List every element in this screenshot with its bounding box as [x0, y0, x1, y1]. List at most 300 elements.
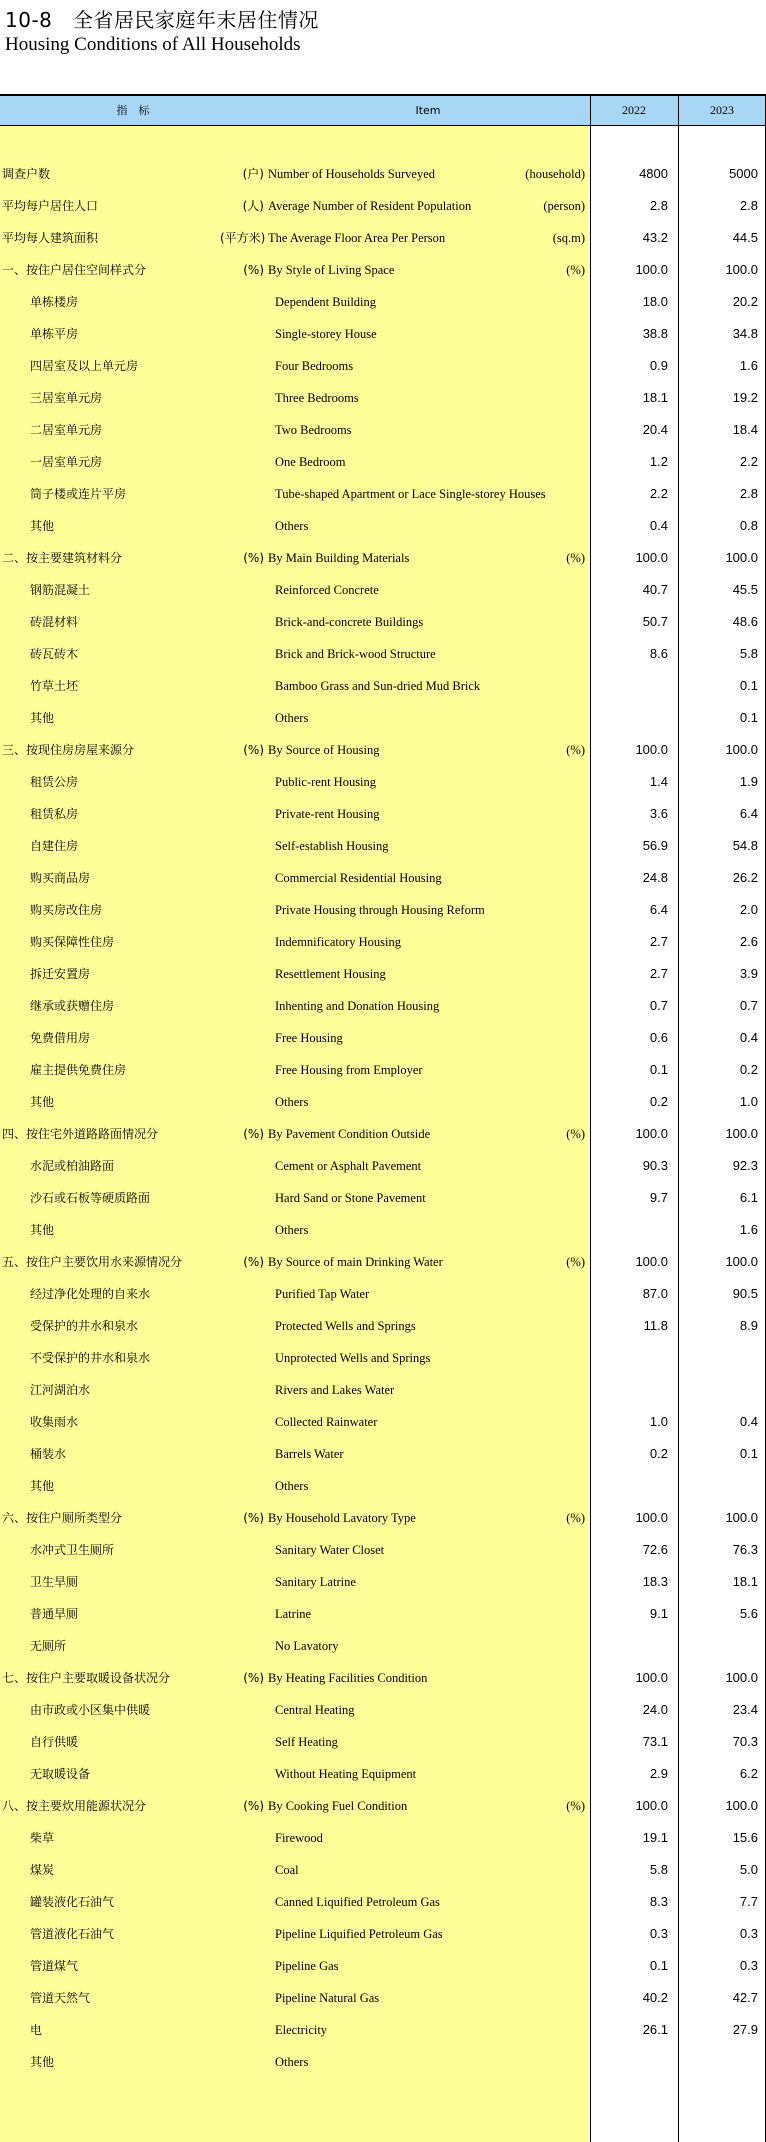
value-2022: 9.7 — [649, 1190, 668, 1205]
value-2023: 19.2 — [732, 390, 758, 405]
value-2022: 56.9 — [642, 838, 668, 853]
row-unit-cn: (平方米) — [220, 231, 266, 245]
row-label-en: Bamboo Grass and Sun-dried Mud Brick — [275, 679, 481, 693]
value-2023: 2.0 — [739, 902, 758, 917]
row-label-cn: 不受保护的井水和泉水 — [30, 1351, 151, 1365]
value-2023: 6.2 — [739, 1766, 758, 1781]
value-2022: 100.0 — [635, 742, 668, 757]
row-label-en: Others — [275, 2055, 309, 2069]
value-2023: 5.8 — [739, 646, 758, 661]
value-2022: 40.2 — [642, 1990, 668, 2005]
table-row — [0, 190, 766, 222]
row-label-cn: 煤炭 — [30, 1863, 55, 1877]
value-2022: 0.1 — [649, 1958, 668, 1973]
row-label-en: Two Bedrooms — [275, 423, 352, 437]
row-label-en: Tube-shaped Apartment or Lace Single-storey Houses — [275, 487, 546, 501]
row-label-en: The Average Floor Area Per Person — [268, 231, 446, 245]
value-2023: 26.2 — [732, 870, 758, 885]
value-2022: 87.0 — [642, 1286, 668, 1301]
row-label-en: Canned Liquified Petroleum Gas — [275, 1895, 440, 1909]
value-2023: 100.0 — [725, 550, 758, 565]
value-2023: 76.3 — [732, 1542, 758, 1557]
value-2022: 2.8 — [649, 198, 668, 213]
table-row — [0, 1886, 766, 1918]
row-unit-cn: (户) — [242, 167, 264, 181]
row-label-en: Dependent Building — [275, 295, 377, 309]
row-label-cn: 卫生旱厕 — [30, 1575, 79, 1589]
value-2022: 100.0 — [635, 1254, 668, 1269]
row-unit-en: (sq.m) — [552, 231, 585, 245]
table-title-en: Housing Conditions of All Households — [5, 34, 301, 55]
value-2023: 70.3 — [732, 1734, 758, 1749]
row-label-cn: 购买商品房 — [30, 871, 91, 885]
table-row — [0, 2046, 766, 2078]
row-label-cn: 二、按主要建筑材料分 — [2, 551, 123, 565]
table-row — [0, 318, 766, 350]
row-unit-en: (%) — [566, 1799, 585, 1813]
row-label-en: Brick and Brick-wood Structure — [275, 647, 436, 661]
row-label-cn: 其他 — [30, 1223, 55, 1237]
value-2022: 100.0 — [635, 1670, 668, 1685]
value-2023: 3.9 — [739, 966, 758, 981]
row-unit-en: (%) — [566, 743, 585, 757]
table-title-text: 全省居民家庭年末居住情况 — [72, 8, 319, 32]
table-row — [0, 830, 766, 862]
row-label-en: Others — [275, 519, 309, 533]
table-row — [0, 766, 766, 798]
value-2022: 0.2 — [649, 1094, 668, 1109]
row-unit-en: (%) — [566, 1255, 585, 1269]
value-2023: 7.7 — [739, 1894, 758, 1909]
value-2023: 1.0 — [739, 1094, 758, 1109]
row-label-cn: 桶装水 — [30, 1447, 67, 1461]
row-label-cn: 收集雨水 — [30, 1415, 79, 1429]
value-2023: 100.0 — [725, 742, 758, 757]
row-label-en: Unprotected Wells and Springs — [275, 1351, 431, 1365]
row-label-en: By Source of Housing — [268, 743, 380, 757]
table-row — [0, 1022, 766, 1054]
value-2022: 11.8 — [643, 1318, 668, 1333]
row-label-en: Barrels Water — [275, 1447, 344, 1461]
row-label-cn: 砖瓦砖木 — [30, 647, 79, 661]
row-label-cn: 一居室单元房 — [30, 455, 103, 469]
value-2023: 92.3 — [732, 1158, 758, 1173]
row-label-en: Inhenting and Donation Housing — [275, 999, 440, 1013]
value-2022: 0.4 — [649, 518, 668, 533]
value-2022: 18.0 — [642, 294, 668, 309]
table-row — [0, 894, 766, 926]
table-row — [0, 478, 766, 510]
value-2023: 0.3 — [739, 1958, 758, 1973]
table-row — [0, 1630, 766, 1662]
row-label-en: Firewood — [275, 1831, 323, 1845]
table-row — [0, 286, 766, 318]
row-label-en: Others — [275, 1095, 309, 1109]
value-2022: 20.4 — [642, 422, 668, 437]
row-label-cn: 一、按住户居住空间样式分 — [2, 263, 147, 277]
row-label-cn: 拆迁安置房 — [30, 967, 91, 981]
value-2022: 1.2 — [649, 454, 668, 469]
row-label-cn: 罐装液化石油气 — [30, 1895, 115, 1909]
row-unit-cn: (%) — [243, 1255, 264, 1269]
value-2022: 0.2 — [649, 1446, 668, 1461]
value-2022: 9.1 — [649, 1606, 668, 1621]
row-unit-cn: (%) — [243, 263, 264, 277]
row-label-en: Brick-and-concrete Buildings — [275, 615, 424, 629]
value-2022: 0.9 — [649, 358, 668, 373]
row-label-cn: 六、按住户厕所类型分 — [2, 1511, 123, 1525]
row-label-en: By Source of main Drinking Water — [268, 1255, 443, 1269]
value-2023: 20.2 — [732, 294, 758, 309]
value-2023: 0.4 — [739, 1030, 758, 1045]
row-label-cn: 其他 — [30, 1479, 55, 1493]
value-2022: 24.8 — [642, 870, 668, 885]
value-2022: 100.0 — [635, 550, 668, 565]
value-2023: 100.0 — [725, 1254, 758, 1269]
row-label-en: Pipeline Liquified Petroleum Gas — [275, 1927, 443, 1941]
row-label-en: By Pavement Condition Outside — [268, 1127, 431, 1141]
row-label-en: Sanitary Water Closet — [275, 1543, 385, 1557]
value-2023: 100.0 — [725, 1126, 758, 1141]
table-row — [0, 670, 766, 702]
value-2022: 100.0 — [635, 1510, 668, 1525]
value-2023: 6.1 — [739, 1190, 758, 1205]
value-2023: 0.3 — [739, 1926, 758, 1941]
row-label-en: Others — [275, 1479, 309, 1493]
row-label-cn: 五、按住户主要饮用水来源情况分 — [2, 1255, 183, 1269]
row-label-en: Central Heating — [275, 1703, 355, 1717]
table-row — [0, 1118, 766, 1150]
row-label-en: By Cooking Fuel Condition — [268, 1799, 408, 1813]
row-unit-cn: (%) — [243, 743, 264, 757]
value-2022: 90.3 — [642, 1158, 668, 1173]
row-label-en: Latrine — [275, 1607, 312, 1621]
table-row — [0, 1182, 766, 1214]
table-row — [0, 382, 766, 414]
value-2022: 0.7 — [649, 998, 668, 1013]
row-label-en: Commercial Residential Housing — [275, 871, 442, 885]
value-2022: 8.3 — [649, 1894, 668, 1909]
row-label-cn: 七、按住户主要取暖设备状况分 — [2, 1671, 171, 1685]
header-year-2023: 2023 — [710, 103, 734, 117]
row-unit-en: (%) — [566, 1127, 585, 1141]
table-row — [0, 1278, 766, 1310]
value-2022: 50.7 — [642, 614, 668, 629]
value-2023: 0.7 — [739, 998, 758, 1013]
table-row — [0, 1822, 766, 1854]
value-2023: 1.6 — [739, 1222, 758, 1237]
row-label-cn: 由市政或小区集中供暖 — [30, 1703, 151, 1717]
row-label-cn: 三居室单元房 — [30, 391, 103, 405]
value-2022: 2.9 — [649, 1766, 668, 1781]
table-row — [0, 350, 766, 382]
table-row — [0, 1790, 766, 1822]
data-table — [0, 94, 766, 2142]
value-2023: 0.8 — [739, 518, 758, 533]
value-2023: 5000 — [729, 166, 758, 181]
row-unit-cn: (%) — [243, 551, 264, 565]
value-2023: 2.6 — [739, 934, 758, 949]
value-2023: 8.9 — [739, 1318, 758, 1333]
value-2023: 100.0 — [725, 1670, 758, 1685]
row-label-cn: 无取暖设备 — [30, 1767, 91, 1781]
row-label-en: Collected Rainwater — [275, 1415, 378, 1429]
row-unit-en: (household) — [525, 167, 585, 181]
value-2022: 8.6 — [649, 646, 668, 661]
table-row — [0, 1086, 766, 1118]
row-label-en: Reinforced Concrete — [275, 583, 379, 597]
value-2023: 100.0 — [725, 1798, 758, 1813]
value-2023: 100.0 — [725, 262, 758, 277]
row-label-cn: 筒子楼或连片平房 — [30, 487, 127, 501]
table-row — [0, 798, 766, 830]
row-unit-cn: (%) — [243, 1511, 264, 1525]
row-label-cn: 雇主提供免费住房 — [30, 1063, 127, 1077]
row-label-cn: 水泥或柏油路面 — [30, 1159, 115, 1173]
value-2022: 100.0 — [635, 262, 668, 277]
table-row — [0, 1694, 766, 1726]
row-label-en: Cement or Asphalt Pavement — [275, 1159, 422, 1173]
table-number: 10-8 — [5, 8, 53, 32]
value-2022: 2.2 — [649, 486, 668, 501]
value-2022: 18.3 — [642, 1574, 668, 1589]
value-2022: 0.1 — [649, 1062, 668, 1077]
value-2022: 3.6 — [649, 806, 668, 821]
table-row — [0, 158, 766, 190]
table-row — [0, 990, 766, 1022]
row-label-en: Single-storey House — [275, 327, 377, 341]
row-unit-cn: (%) — [243, 1671, 264, 1685]
table-row — [0, 1726, 766, 1758]
table-row — [0, 542, 766, 574]
value-2023: 2.8 — [739, 486, 758, 501]
value-2023: 0.4 — [739, 1414, 758, 1429]
row-label-cn: 八、按主要炊用能源状况分 — [2, 1799, 147, 1813]
row-label-cn: 砖混材料 — [30, 615, 79, 629]
row-label-en: Protected Wells and Springs — [275, 1319, 416, 1333]
table-row — [0, 1406, 766, 1438]
table-row — [0, 1342, 766, 1374]
row-label-en: Private Housing through Housing Reform — [275, 903, 485, 917]
row-label-en: Hard Sand or Stone Pavement — [275, 1191, 426, 1205]
table-title-cn — [5, 4, 319, 33]
row-label-cn: 自建住房 — [30, 839, 79, 853]
value-2022: 43.2 — [642, 230, 668, 245]
header-year-2022: 2022 — [622, 103, 646, 117]
table-row — [0, 1246, 766, 1278]
row-label-en: Three Bedrooms — [275, 391, 359, 405]
row-label-en: Four Bedrooms — [275, 359, 354, 373]
value-2022: 1.4 — [649, 774, 668, 789]
table-row — [0, 958, 766, 990]
value-2023: 5.0 — [739, 1862, 758, 1877]
row-label-cn: 无厕所 — [30, 1639, 67, 1653]
row-label-en: Purified Tap Water — [275, 1287, 370, 1301]
table-row — [0, 510, 766, 542]
value-2023: 27.9 — [732, 2022, 758, 2037]
value-2022: 1.0 — [649, 1414, 668, 1429]
value-2023: 0.1 — [739, 678, 758, 693]
row-label-en: Rivers and Lakes Water — [275, 1383, 395, 1397]
row-label-en: Resettlement Housing — [275, 967, 386, 981]
row-label-en: No Lavatory — [275, 1639, 339, 1653]
row-label-en: Self Heating — [275, 1735, 338, 1749]
value-2023: 48.6 — [732, 614, 758, 629]
row-label-en: Others — [275, 711, 309, 725]
row-label-cn: 管道液化石油气 — [30, 1927, 115, 1941]
row-label-en: Sanitary Latrine — [275, 1575, 356, 1589]
row-label-cn: 二居室单元房 — [30, 423, 103, 437]
row-label-cn: 柴草 — [30, 1831, 55, 1845]
row-label-cn: 电 — [30, 2023, 43, 2037]
table-row — [0, 638, 766, 670]
value-2023: 15.6 — [732, 1830, 758, 1845]
row-unit-en: (%) — [566, 551, 585, 565]
value-2023: 18.4 — [732, 422, 758, 437]
row-label-en: Indemnificatory Housing — [275, 935, 402, 949]
row-label-en: Pipeline Gas — [275, 1959, 339, 1973]
row-label-cn: 四、按住宅外道路路面情况分 — [2, 1127, 159, 1141]
row-label-cn: 受保护的井水和泉水 — [30, 1319, 139, 1333]
table-row — [0, 1758, 766, 1790]
table-row — [0, 1502, 766, 1534]
row-unit-cn: (%) — [243, 1799, 264, 1813]
row-label-cn: 购买保障性住房 — [30, 935, 115, 949]
row-label-en: By Main Building Materials — [268, 551, 410, 565]
value-2022: 100.0 — [635, 1126, 668, 1141]
row-label-cn: 其他 — [30, 711, 55, 725]
value-2023: 0.2 — [739, 1062, 758, 1077]
value-2023: 18.1 — [732, 1574, 758, 1589]
table-row — [0, 862, 766, 894]
value-2023: 0.1 — [739, 710, 758, 725]
table-row — [0, 1598, 766, 1630]
row-label-en: Self-establish Housing — [275, 839, 389, 853]
row-label-cn: 竹草土坯 — [30, 679, 79, 693]
table-row — [0, 1982, 766, 2014]
value-2023: 90.5 — [732, 1286, 758, 1301]
row-unit-en: (%) — [566, 1511, 585, 1525]
row-label-en: By Household Lavatory Type — [268, 1511, 416, 1525]
row-label-cn: 调查户数 — [2, 167, 51, 181]
row-label-cn: 单栋平房 — [30, 327, 79, 341]
value-2022: 38.8 — [642, 326, 668, 341]
row-label-en: Private-rent Housing — [275, 807, 380, 821]
row-label-en: Free Housing from Employer — [275, 1063, 423, 1077]
value-2023: 100.0 — [725, 1510, 758, 1525]
value-2022: 24.0 — [642, 1702, 668, 1717]
value-2023: 42.7 — [732, 1990, 758, 2005]
row-unit-cn: (人) — [242, 199, 264, 213]
row-label-cn: 购买房改住房 — [30, 903, 103, 917]
value-2022: 5.8 — [649, 1862, 668, 1877]
table-row — [0, 1950, 766, 1982]
row-label-en: By Style of Living Space — [268, 263, 395, 277]
table-row — [0, 414, 766, 446]
table-row — [0, 1310, 766, 1342]
table-row — [0, 606, 766, 638]
value-2023: 5.6 — [739, 1606, 758, 1621]
table-row — [0, 1150, 766, 1182]
value-2023: 44.5 — [732, 230, 758, 245]
row-label-en: By Heating Facilities Condition — [268, 1671, 428, 1685]
row-label-cn: 其他 — [30, 2055, 55, 2069]
value-2022: 2.7 — [649, 934, 668, 949]
table-row — [0, 254, 766, 286]
value-2022: 73.1 — [642, 1734, 668, 1749]
table-row — [0, 2014, 766, 2046]
row-label-cn: 租赁公房 — [30, 775, 79, 789]
row-label-cn: 其他 — [30, 519, 55, 533]
row-label-cn: 三、按现住房房屋来源分 — [2, 743, 135, 757]
row-label-cn: 自行供暖 — [30, 1735, 79, 1749]
row-label-en: Free Housing — [275, 1031, 343, 1045]
row-label-cn: 平均每户居住人口 — [2, 199, 99, 213]
row-label-cn: 租赁私房 — [30, 807, 79, 821]
row-unit-cn: (%) — [243, 1127, 264, 1141]
value-2022: 6.4 — [649, 902, 668, 917]
value-2023: 54.8 — [732, 838, 758, 853]
value-2023: 34.8 — [732, 326, 758, 341]
table-row — [0, 1470, 766, 1502]
row-label-cn: 管道煤气 — [30, 1959, 79, 1973]
table-row — [0, 1918, 766, 1950]
row-label-en: Others — [275, 1223, 309, 1237]
row-label-cn: 其他 — [30, 1095, 55, 1109]
table-row — [0, 1534, 766, 1566]
row-label-cn: 平均每人建筑面积 — [2, 231, 99, 245]
value-2023: 6.4 — [739, 806, 758, 821]
value-2022: 40.7 — [642, 582, 668, 597]
row-label-cn: 继承或获赠住房 — [30, 999, 115, 1013]
row-label-cn: 沙石或石板等硬质路面 — [30, 1191, 151, 1205]
row-unit-en: (%) — [566, 263, 585, 277]
row-unit-en: (person) — [543, 199, 585, 213]
table-row — [0, 574, 766, 606]
value-2022: 4800 — [639, 166, 668, 181]
row-label-cn: 经过净化处理的自来水 — [30, 1287, 151, 1301]
row-label-en: One Bedroom — [275, 455, 346, 469]
row-label-en: Electricity — [275, 2023, 328, 2037]
value-2023: 0.1 — [739, 1446, 758, 1461]
header-item: Item — [415, 104, 441, 117]
table-row — [0, 1854, 766, 1886]
row-label-cn: 水冲式卫生厕所 — [30, 1543, 115, 1557]
row-label-cn: 单栋楼房 — [30, 295, 79, 309]
value-2023: 2.2 — [739, 454, 758, 469]
value-2022: 0.3 — [649, 1926, 668, 1941]
value-2023: 2.8 — [739, 198, 758, 213]
row-label-en: Average Number of Resident Population — [268, 199, 472, 213]
value-2022: 0.6 — [649, 1030, 668, 1045]
table-row — [0, 446, 766, 478]
row-label-cn: 钢筋混凝土 — [30, 583, 91, 597]
header-indicator: 指 标 — [116, 104, 150, 117]
row-label-en: Coal — [275, 1863, 299, 1877]
row-label-cn: 免费借用房 — [30, 1031, 91, 1045]
table-row — [0, 1566, 766, 1598]
value-2022: 26.1 — [642, 2022, 668, 2037]
table-row — [0, 1374, 766, 1406]
table-row — [0, 926, 766, 958]
table-row — [0, 1438, 766, 1470]
table-row — [0, 222, 766, 254]
table-row — [0, 702, 766, 734]
value-2022: 18.1 — [642, 390, 668, 405]
table-row — [0, 1054, 766, 1086]
row-label-en: Public-rent Housing — [275, 775, 377, 789]
value-2023: 1.6 — [739, 358, 758, 373]
